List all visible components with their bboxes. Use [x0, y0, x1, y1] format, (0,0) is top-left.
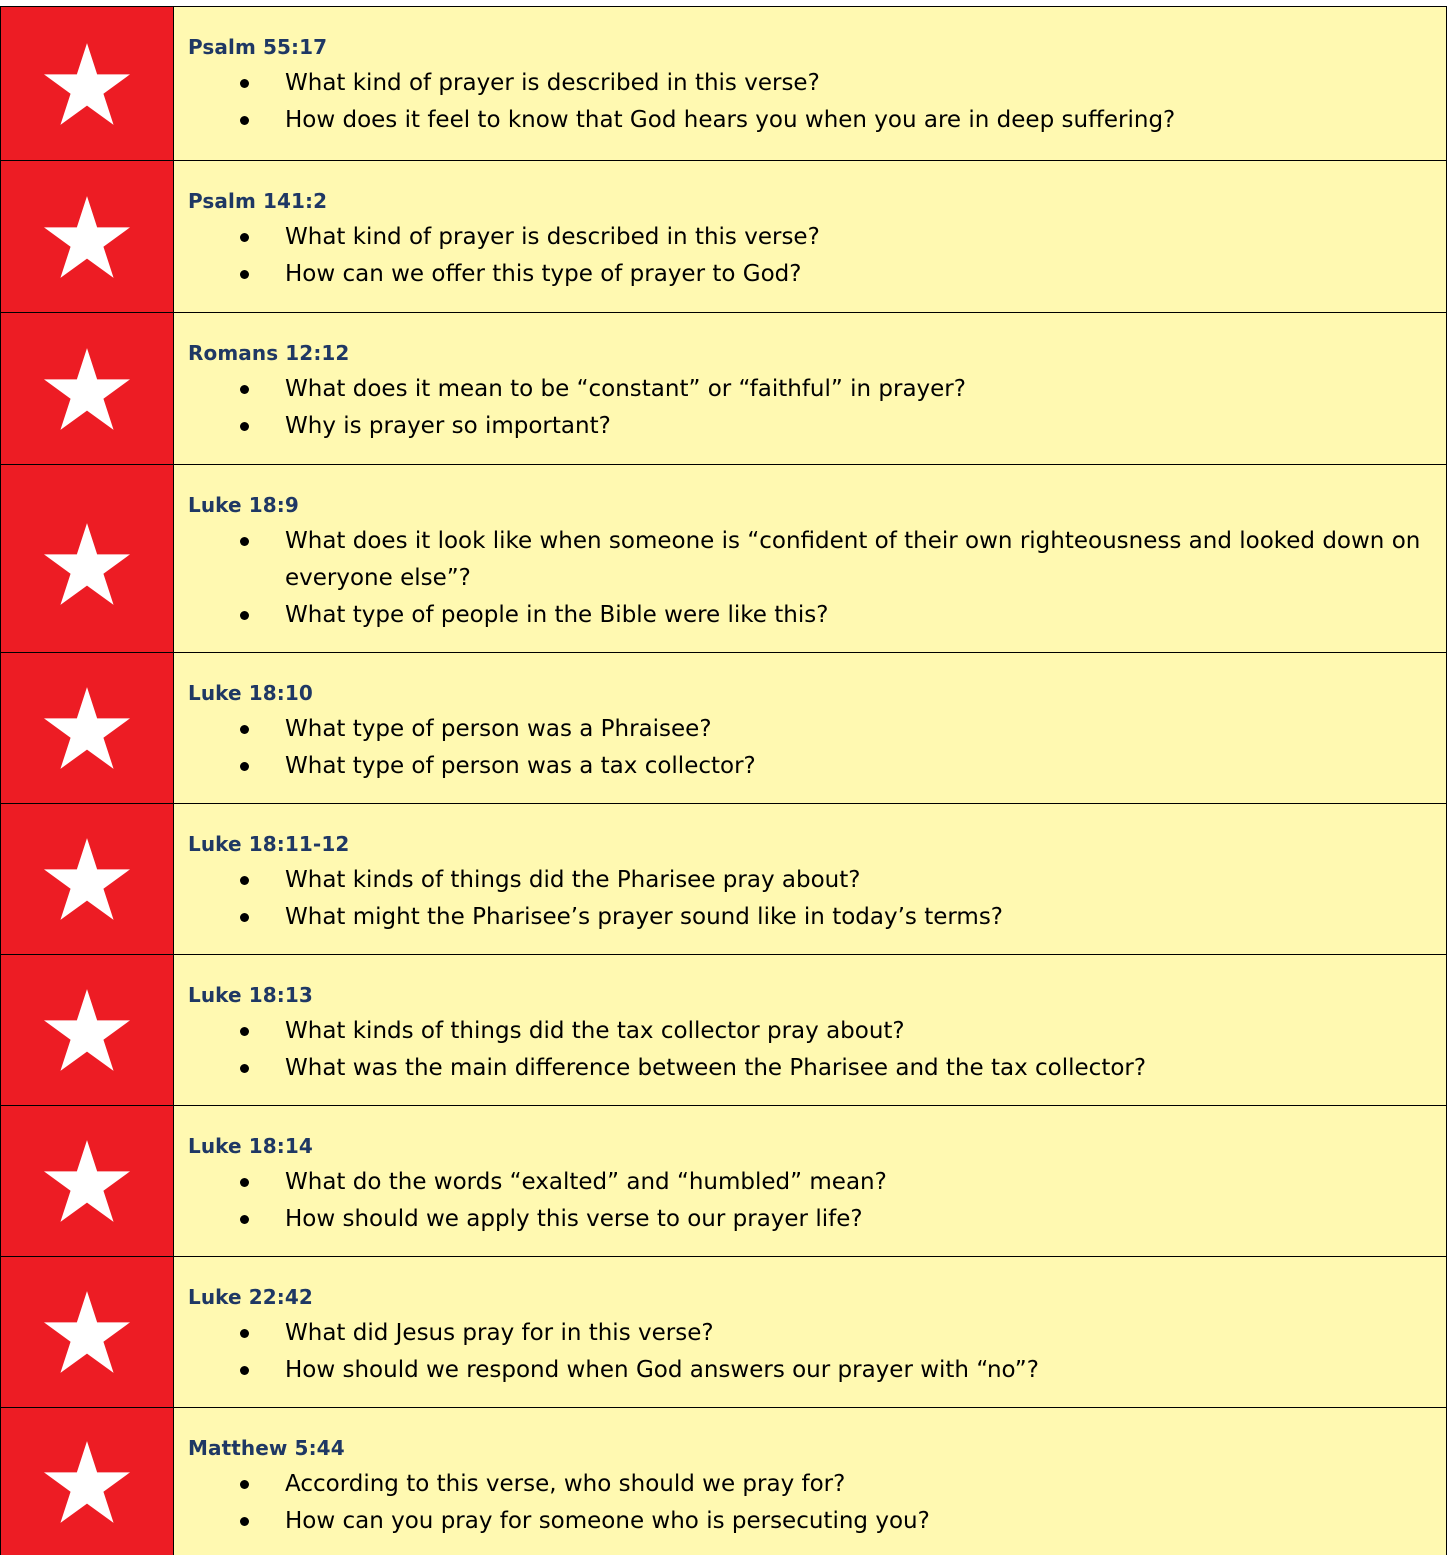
- list-item: [188, 1466, 1432, 1503]
- star-icon: [44, 687, 130, 769]
- star-icon: [44, 989, 130, 1071]
- star-cell: [1, 161, 174, 312]
- table-row: [1, 465, 1447, 653]
- question-cell: [174, 1408, 1447, 1555]
- question-text: What do the words “exalted” and “humbled” mean?: [285, 1169, 887, 1195]
- question-list: [188, 711, 1432, 785]
- question-text: What type of person was a tax collector?: [285, 753, 756, 779]
- question-cell: [174, 653, 1447, 803]
- table-row: [1, 1106, 1447, 1257]
- verse-reference: Luke 22:42: [188, 1285, 313, 1309]
- question-table: [0, 6, 1447, 1555]
- question-text: What does it look like when someone is “confident of their own righteousness and looked down on everyone else”?: [285, 528, 1421, 591]
- star-icon: [44, 1291, 130, 1373]
- star-cell: [1, 465, 174, 652]
- list-item: [188, 1315, 1432, 1352]
- list-item: [188, 1352, 1432, 1389]
- star-icon: [44, 196, 130, 278]
- question-text: How can we offer this type of prayer to God?: [285, 261, 802, 287]
- table-row: [1, 161, 1447, 313]
- question-text: What type of people in the Bible were like this?: [285, 602, 829, 628]
- question-list: [188, 1164, 1432, 1238]
- table-row: [1, 1257, 1447, 1408]
- bullet-icon: [240, 1480, 249, 1489]
- bullet-icon: [240, 270, 249, 279]
- verse-reference: Psalm 55:17: [188, 35, 328, 59]
- star-icon: [44, 43, 130, 125]
- star-cell: [1, 804, 174, 954]
- question-cell: [174, 313, 1447, 464]
- list-item: [188, 1201, 1432, 1238]
- question-list: [188, 65, 1432, 139]
- question-text: What kinds of things did the tax collector pray about?: [285, 1018, 905, 1044]
- question-text: Why is prayer so important?: [285, 413, 611, 439]
- question-cell: [174, 804, 1447, 954]
- verse-reference: Matthew 5:44: [188, 1436, 345, 1460]
- bullet-icon: [240, 1329, 249, 1338]
- question-text: How should we apply this verse to our prayer life?: [285, 1206, 863, 1232]
- bullet-icon: [240, 1517, 249, 1526]
- question-text: What kind of prayer is described in this verse?: [285, 224, 820, 250]
- question-list: [188, 1466, 1432, 1540]
- question-list: [188, 523, 1432, 634]
- star-cell: [1, 955, 174, 1105]
- table-row: [1, 653, 1447, 804]
- question-list: [188, 219, 1432, 293]
- question-text: What does it mean to be “constant” or “faithful” in prayer?: [285, 376, 966, 402]
- verse-reference: Luke 18:9: [188, 493, 299, 517]
- list-item: [188, 748, 1432, 785]
- list-item: [188, 371, 1432, 408]
- bullet-icon: [240, 725, 249, 734]
- table-row: [1, 313, 1447, 465]
- bullet-icon: [240, 876, 249, 885]
- bullet-icon: [240, 762, 249, 771]
- bullet-icon: [240, 233, 249, 242]
- star-icon: [44, 838, 130, 920]
- question-list: [188, 371, 1432, 445]
- verse-reference: Luke 18:14: [188, 1134, 313, 1158]
- table-row: [1, 955, 1447, 1106]
- star-cell: [1, 1408, 174, 1555]
- list-item: [188, 523, 1432, 597]
- question-text: What type of person was a Phraisee?: [285, 716, 712, 742]
- question-text: How can you pray for someone who is persecuting you?: [285, 1508, 930, 1534]
- question-text: How should we respond when God answers our prayer with “no”?: [285, 1357, 1039, 1383]
- question-text: What was the main difference between the Pharisee and the tax collector?: [285, 1055, 1147, 1081]
- list-item: [188, 597, 1432, 634]
- bullet-icon: [240, 913, 249, 922]
- question-text: What kind of prayer is described in this verse?: [285, 70, 820, 96]
- list-item: [188, 408, 1432, 445]
- question-cell: [174, 1257, 1447, 1407]
- question-cell: [174, 955, 1447, 1105]
- table-row: [1, 1408, 1447, 1555]
- bullet-icon: [240, 116, 249, 125]
- question-text: According to this verse, who should we pray for?: [285, 1471, 846, 1497]
- star-cell: [1, 7, 174, 160]
- list-item: [188, 1503, 1432, 1540]
- table-row: [1, 804, 1447, 955]
- verse-reference: Luke 18:13: [188, 983, 313, 1007]
- question-text: What might the Pharisee’s prayer sound like in today’s terms?: [285, 904, 1004, 930]
- question-cell: [174, 1106, 1447, 1256]
- list-item: [188, 102, 1432, 139]
- bullet-icon: [240, 79, 249, 88]
- question-text: What did Jesus pray for in this verse?: [285, 1320, 714, 1346]
- question-text: How does it feel to know that God hears you when you are in deep suffering?: [285, 107, 1176, 133]
- bullet-icon: [240, 611, 249, 620]
- bullet-icon: [240, 1027, 249, 1036]
- question-list: [188, 1315, 1432, 1389]
- list-item: [188, 65, 1432, 102]
- bullet-icon: [240, 1366, 249, 1375]
- question-list: [188, 1013, 1432, 1087]
- star-cell: [1, 1257, 174, 1407]
- bullet-icon: [240, 1064, 249, 1073]
- question-text: What kinds of things did the Pharisee pray about?: [285, 867, 861, 893]
- bullet-icon: [240, 1178, 249, 1187]
- star-icon: [44, 1441, 130, 1523]
- verse-reference: Luke 18:11-12: [188, 832, 350, 856]
- question-cell: [174, 465, 1447, 652]
- list-item: [188, 899, 1432, 936]
- question-cell: [174, 7, 1447, 160]
- list-item: [188, 256, 1432, 293]
- verse-reference: Psalm 141:2: [188, 189, 328, 213]
- list-item: [188, 862, 1432, 899]
- table-row: [1, 7, 1447, 161]
- star-cell: [1, 1106, 174, 1256]
- bullet-icon: [240, 422, 249, 431]
- star-icon: [44, 1140, 130, 1222]
- star-cell: [1, 313, 174, 464]
- star-cell: [1, 653, 174, 803]
- list-item: [188, 1050, 1432, 1087]
- list-item: [188, 711, 1432, 748]
- question-cell: [174, 161, 1447, 312]
- bullet-icon: [240, 537, 249, 546]
- bullet-icon: [240, 385, 249, 394]
- question-list: [188, 862, 1432, 936]
- star-icon: [44, 348, 130, 430]
- list-item: [188, 219, 1432, 256]
- list-item: [188, 1164, 1432, 1201]
- list-item: [188, 1013, 1432, 1050]
- bullet-icon: [240, 1215, 249, 1224]
- verse-reference: Luke 18:10: [188, 681, 313, 705]
- star-icon: [44, 523, 130, 605]
- verse-reference: Romans 12:12: [188, 341, 350, 365]
